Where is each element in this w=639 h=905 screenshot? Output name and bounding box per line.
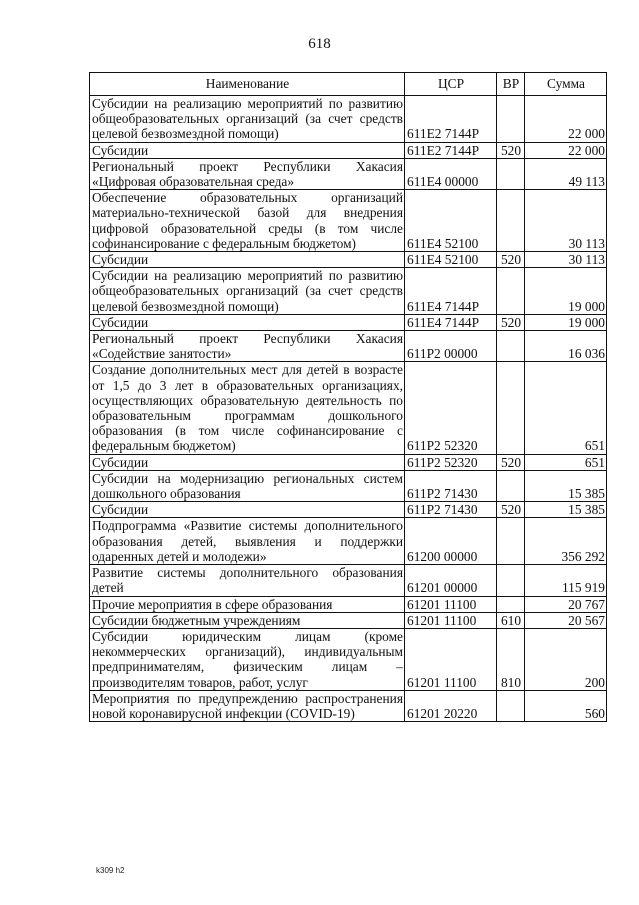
row-csr: 611P2 00000	[405, 331, 497, 362]
row-csr: 611E4 52100	[405, 190, 497, 252]
table-row	[90, 142, 607, 158]
row-name: Создание дополнительных мест для детей в возрасте от 1,5 до 3 лет в образовательных организациях, осуществляющих образовательную деятельность по образовательным программам дошкольного образования (в том числе софинансирование с федеральным бюджетом)	[90, 362, 405, 454]
table-row	[90, 502, 607, 518]
row-vr	[497, 518, 525, 565]
row-name: Субсидии на реализацию мероприятий по развитию общеобразовательных организаций (за счет средств целевой безвозмездной помощи)	[90, 268, 405, 315]
row-name: Обеспечение образовательных организаций материально-технической базой для внедрения цифровой образовательной среды (в том числе софинансирование с федеральным бюджетом)	[90, 190, 405, 252]
row-csr: 61201 11100	[405, 628, 497, 690]
row-sum: 16 036	[525, 331, 607, 362]
row-name: Субсидии	[90, 454, 405, 470]
header-name: Наименование	[90, 73, 405, 96]
row-vr: 610	[497, 612, 525, 628]
row-vr: 520	[497, 252, 525, 268]
row-name: Региональный проект Республики Хакасия «Содействие занятости»	[90, 331, 405, 362]
table-row	[90, 565, 607, 596]
row-vr	[497, 158, 525, 189]
row-csr: 61201 20220	[405, 690, 497, 721]
row-sum: 22 000	[525, 96, 607, 143]
row-name: Субсидии	[90, 314, 405, 330]
table-header-row	[90, 73, 607, 96]
row-sum: 560	[525, 690, 607, 721]
row-csr: 61201 00000	[405, 565, 497, 596]
table-row	[90, 454, 607, 470]
row-vr	[497, 470, 525, 501]
row-name: Развитие системы дополнительного образования детей	[90, 565, 405, 596]
row-name: Субсидии	[90, 142, 405, 158]
row-vr	[497, 96, 525, 143]
row-name: Субсидии на реализацию мероприятий по развитию общеобразовательных организаций (за счет средств целевой безвозмездной помощи)	[90, 96, 405, 143]
row-vr	[497, 190, 525, 252]
table-row	[90, 596, 607, 612]
row-sum: 651	[525, 362, 607, 454]
row-sum: 15 385	[525, 502, 607, 518]
row-sum: 19 000	[525, 314, 607, 330]
table-row	[90, 252, 607, 268]
row-sum: 19 000	[525, 268, 607, 315]
table-row	[90, 690, 607, 721]
row-csr: 61201 11100	[405, 596, 497, 612]
row-csr: 611E4 52100	[405, 252, 497, 268]
row-name: Субсидии на модернизацию региональных систем дошкольного образования	[90, 470, 405, 501]
row-csr: 611E2 7144P	[405, 96, 497, 143]
row-sum: 30 113	[525, 190, 607, 252]
row-name: Субсидии	[90, 252, 405, 268]
table-row	[90, 331, 607, 362]
row-sum: 15 385	[525, 470, 607, 501]
row-sum: 22 000	[525, 142, 607, 158]
row-name: Мероприятия по предупреждению распространения новой коронавирусной инфекции (COVID-19)	[90, 690, 405, 721]
row-name: Прочие мероприятия в сфере образования	[90, 596, 405, 612]
row-name: Региональный проект Республики Хакасия «Цифровая образовательная среда»	[90, 158, 405, 189]
table-row	[90, 158, 607, 189]
row-csr: 611E2 7144P	[405, 142, 497, 158]
row-vr	[497, 362, 525, 454]
row-vr	[497, 565, 525, 596]
table-row	[90, 362, 607, 454]
table-row	[90, 518, 607, 565]
row-csr: 61201 11100	[405, 612, 497, 628]
footer-code: k309 h2	[96, 866, 125, 875]
row-sum: 49 113	[525, 158, 607, 189]
row-sum: 651	[525, 454, 607, 470]
table-row	[90, 314, 607, 330]
row-name: Субсидии	[90, 502, 405, 518]
row-vr: 520	[497, 454, 525, 470]
table-row	[90, 268, 607, 315]
row-sum: 20 767	[525, 596, 607, 612]
row-vr	[497, 268, 525, 315]
header-vr: ВР	[497, 73, 525, 96]
budget-table	[89, 72, 607, 722]
page-number: 618	[308, 36, 331, 52]
row-csr: 611P2 71430	[405, 502, 497, 518]
row-sum: 200	[525, 628, 607, 690]
header-csr: ЦСР	[405, 73, 497, 96]
table-row	[90, 96, 607, 143]
row-sum: 356 292	[525, 518, 607, 565]
row-vr: 810	[497, 628, 525, 690]
row-sum: 30 113	[525, 252, 607, 268]
row-csr: 61200 00000	[405, 518, 497, 565]
row-vr	[497, 596, 525, 612]
row-vr	[497, 690, 525, 721]
table-row	[90, 628, 607, 690]
row-vr: 520	[497, 142, 525, 158]
row-csr: 611E4 7144P	[405, 268, 497, 315]
row-csr: 611P2 52320	[405, 454, 497, 470]
row-name: Субсидии юридическим лицам (кроме некоммерческих организаций), индивидуальным предпринимателям, физическим лицам – производителям товаров, работ, услуг	[90, 628, 405, 690]
row-vr	[497, 331, 525, 362]
row-csr: 611P2 71430	[405, 470, 497, 501]
row-name: Подпрограмма «Развитие системы дополнительного образования детей, выявления и поддержки одаренных детей и молодежи»	[90, 518, 405, 565]
row-csr: 611E4 00000	[405, 158, 497, 189]
row-vr: 520	[497, 502, 525, 518]
header-sum: Сумма	[525, 73, 607, 96]
row-csr: 611E4 7144P	[405, 314, 497, 330]
table-row	[90, 190, 607, 252]
table-row	[90, 470, 607, 501]
row-csr: 611P2 52320	[405, 362, 497, 454]
row-name: Субсидии бюджетным учреждениям	[90, 612, 405, 628]
table-row	[90, 612, 607, 628]
table-body	[90, 96, 607, 722]
row-vr: 520	[497, 314, 525, 330]
row-sum: 115 919	[525, 565, 607, 596]
row-sum: 20 567	[525, 612, 607, 628]
